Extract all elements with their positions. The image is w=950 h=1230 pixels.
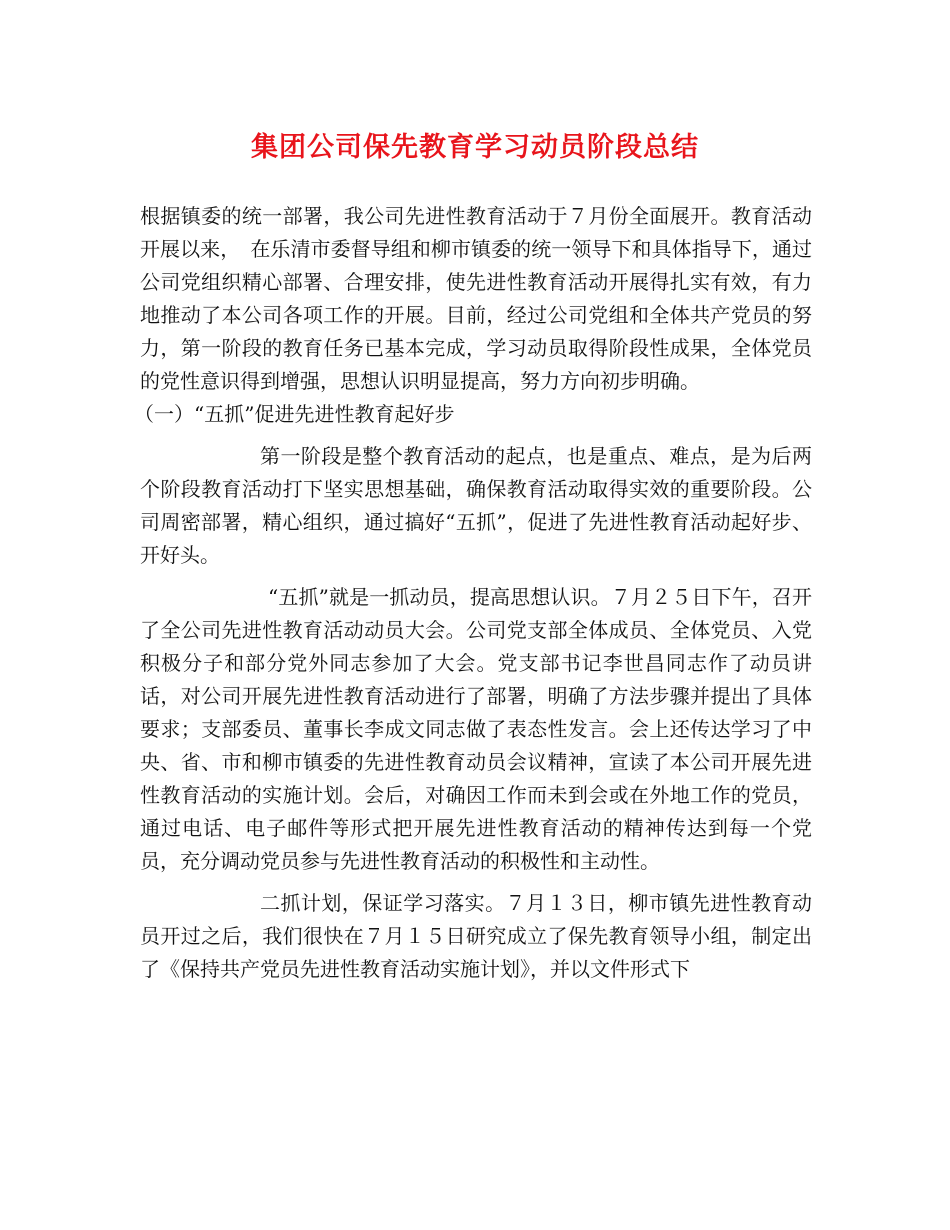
- paragraph-second-grasp: 二抓计划，保证学习落实。７月１３日，柳市镇先进性教育动员开过之后，我们很快在７月１５日研究成立了保先教育领导小组，制定出了《保持共产党员先进性教育活动实施计划》，并以文件形式下: [140, 891, 812, 981]
- document-body: [134, 200, 812, 986]
- document-title: 集团公司保先教育学习动员阶段总结: [251, 132, 699, 163]
- section-heading-five-grasps: （一）“五抓”促进先进性教育起好步: [134, 402, 455, 426]
- intro-paragraph: 根据镇委的统一部署，我公司先进性教育活动于７月份全面展开。教育活动开展以来， 在乐清市委督导组和柳市镇委的统一领导下和具体指导下，通过公司党组织精心部署、合理安排，使先进性教育活动开展得扎实有效，有力地推动了本公司各项工作的开展。目前，经过公司党组和全体共产党员的努力，第一阶段的教育任务已基本完成，学习动员取得阶段性成果，全体党员的党性意识得到增强，思想认识明显提高，努力方向初步明确。: [140, 204, 812, 393]
- paragraph-first-grasp: “五抓”就是一抓动员，提高思想认识。７月２５日下午，召开了全公司先进性教育活动动员大会。公司党支部全体成员、全体党员、入党积极分子和部分党外同志参加了大会。党支部书记李世昌同志作了动员讲话，对公司开展先进性教育活动进行了部署，明确了方法步骤并提出了具体要求；支部委员、董事长李成文同志做了表态性发言。会上还传达学习了中央、省、市和柳市镇委的先进性教育动员会议精神，宣读了本公司开展先进性教育活动的实施计划。会后，对确因工作而未到会或在外地工作的党员，通过电话、电子邮件等形式把开展先进性教育活动的精神传达到每一个党员，充分调动党员参与先进性教育活动的积极性和主动性。: [140, 585, 812, 873]
- paragraph-first-stage: 第一阶段是整个教育活动的起点，也是重点、难点，是为后两个阶段教育活动打下坚实思想基础，确保教育活动取得实效的重要阶段。公司周密部署，精心组织，通过搞好“五抓”，促进了先进性教育活动起好步、开好头。: [140, 444, 812, 567]
